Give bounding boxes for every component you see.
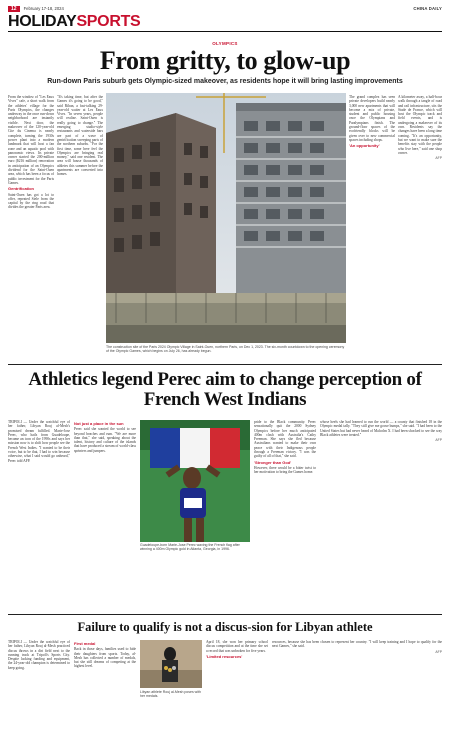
story1-column-1 [8,95,54,357]
story1-body-1b: Saint-Ouen has got a lot to offer, repeated Siele from the capital by the ring road that divides the greater Paris area. [8,192,54,210]
page-number: 12 [8,6,20,12]
olympic-village-photo [106,93,346,343]
story1-body-2: "It's taking time, but after the Games it's going to be good," said Rihan, a fast-talking 29-year-old waiter at Les Eaux Vives. "In seven years, people will realize. Saint-Ouen is really going to change." The emerging studio-style restaurants and waterside bars are part of a wave of gentrification sweeping parts of the northern suburbs. "For the first time, some here feel the Olympics are bringing real money," said one resident. The area will house thousands of athletes this summer before the apartments are converted into homes. [57,95,103,177]
story2-column-1 [8,420,70,610]
runner-photo-caption: Guadeloupe-born Marie-Jose Perec waving the French flag after winning a 400m Olympic gold in Atlanta, Georgia, in 1996. [140,543,240,552]
runner-illustration [140,420,250,542]
paper-name: CHINA DAILY [413,6,442,11]
runner-photo [140,420,250,542]
story2-subhead-1: Not just a place in the sun [74,421,124,426]
story3-subhead-1: First medal [74,641,96,646]
story2-body-2: Perec said she wanted the world to see beyond beaches and rum. "We are more than that," she said, speaking about the talent, history and culture of the islands that have produced a stream of world-class sprinters and jumpers. [74,427,136,453]
story3-body-3: April 18, she won her primary school discus competition and at the time she set a record that was unbroken for five years. [206,640,268,653]
section-title-accent: SPORTS [76,13,141,30]
story1-column-2 [57,95,103,357]
section-title [8,13,140,31]
story2-column-4 [320,420,442,610]
story1-tag: OLYMPICS [212,41,238,46]
story1-deck: Run-down Paris suburb gets Olympic-sized makeover, as residents hope it will bring lasting improvements [47,78,403,85]
story2-body-1: TRIPOLI — Under the watchful eye of her father, Libyan Rouj al-Mesh's promised dream fulfilled. Marie-Jose Perec, who hails from Guadeloupe, became an icon of the 1990s and says her mission now is to shift how people see the French West Indies. "I wanted to be their voice, but to be that, I had to win because otherwise, what I said would go unheard," Perec told AFP. [8,420,70,463]
libya-photo-caption: Libyan athlete Rouj al-Mesh poses with her medals. [140,690,201,699]
story3-byline: AFP [435,649,442,654]
issue-date: February 17-18, 2024 [23,6,64,11]
story1-column-3 [349,95,395,357]
story1-byline: AFP [435,156,442,161]
story2-body-4: whose heels she had learned to run the world — a county that finished 18 in the Olympic medal tally. "They still give me goose bumps," she said. "I had been to the United States but had never heard of Malcolm X. I had been shocked to see the way Black athletes were treated." [320,420,442,437]
story1-body-1: From the window of "Les Eaux Vives" cafe, a short walk from the athletes' village for the Paris Olympics, the changes underway in the once run-down neighborhood are instantly visible. Next door, the makeover of the 120-year-old Cite du Cinema is nearly complete, turning the 1930s power plant into a modern landmark that will host a fan zone and an aquatic pool with panoramic views. Its private owner started the 200-million euro ($216 million) renovation in anticipation of an Olympics dividend for the Saint-Ouen area, which has been a focus of public investment for the Paris Games. [8,95,54,185]
story2-byline: AFP [435,438,442,443]
header-divider [8,31,442,32]
section-divider-2 [8,614,442,615]
section-divider-1 [8,364,442,365]
story1-headline: From gritty, to glow-up [99,46,351,75]
hero-photo-caption: The construction site of the Paris 2024 Olympic Village in Saint-Ouen, northern Paris, on Dec 1, 2023. The six-month countdown to the opening ceremony of the Olympic Games, which begins on July 26, has already begun. [106,345,345,354]
story3-body-1: TRIPOLI — Under the watchful eye of her father, Libyan Rouj al-Mesh practiced discus throws in a dirt field next to the running track at Tripoli's Sports City. Despite lacking funding and equipment, the 24-year-old champion is determined to keep going. [8,640,70,670]
story1-body-3: The grand complex has seen private developers build nearly 3,000 new apartments that will become a mix of private, student and public housing once the Olympians and Paralympians finish. The ground-floor spaces of the ecofriendly blocks will be given over to new commercial spaces including shops. [349,95,395,142]
story2-headline: Athletics legend Perec aim to change perception of French West Indians [28,369,422,410]
libyan-athlete-illustration [140,640,202,688]
story1-subhead-1: Gentrification [8,186,35,192]
section-title-main: HOLIDAY [8,13,77,30]
story3-column-1 [8,640,70,740]
story1-body-4: A kilometer away, a half-hour walk through a tangle of road and rail infrastructure, sits the Stade de France, which will host the Olympic track and field events, and is undergoing a makeover of its own. Residents say the changes have been a long time coming. "It's an opportunity, but we want to make sure the benefits stay with the people who live here," said one shop owner. [398,95,442,155]
story1-subhead-2: 'An opportunity' [349,143,380,149]
story1-column-4 [398,95,442,357]
story3-body-4: resources, because she has been chosen to represent her country. "I will keep training and I hope to qualify for the next Games," she said. [272,640,442,649]
page-topbar [8,4,442,13]
story3-column-3 [206,640,268,740]
story2-body-3: pride to the Black community. Perec sensationally quit the 2000 Sydney Olympics before her much anticipated 400m clash with Australia's Cathy Freeman. She says she fled because Australians wanted to make their own peace with their Indigenous people through a Freeman victory. "I was the guilty of all of that," she said. [254,420,316,459]
story2-column-2 [74,420,136,610]
libyan-athlete-photo [140,640,202,688]
story3-body-2: Back in those days, families used to hide their daughters from sports. Today, al-Mesh has collected a number of medals, but she still dreams of competing at the highest level. [74,647,136,669]
story2-column-3 [254,420,316,610]
story3-column-2 [74,640,136,740]
story3-subhead-2: 'Limited resources' [206,653,243,659]
story3-column-4 [272,640,442,740]
story3-headline: Failure to qualify is not a discus-sion for Libyan athlete [77,620,373,634]
story2-body-3b: However, there would be a bitter twist to her motivation to bring the Games home. [254,465,316,475]
story2-subhead-2: 'Stronger than God' [254,459,292,465]
olympic-village-illustration [106,93,346,343]
